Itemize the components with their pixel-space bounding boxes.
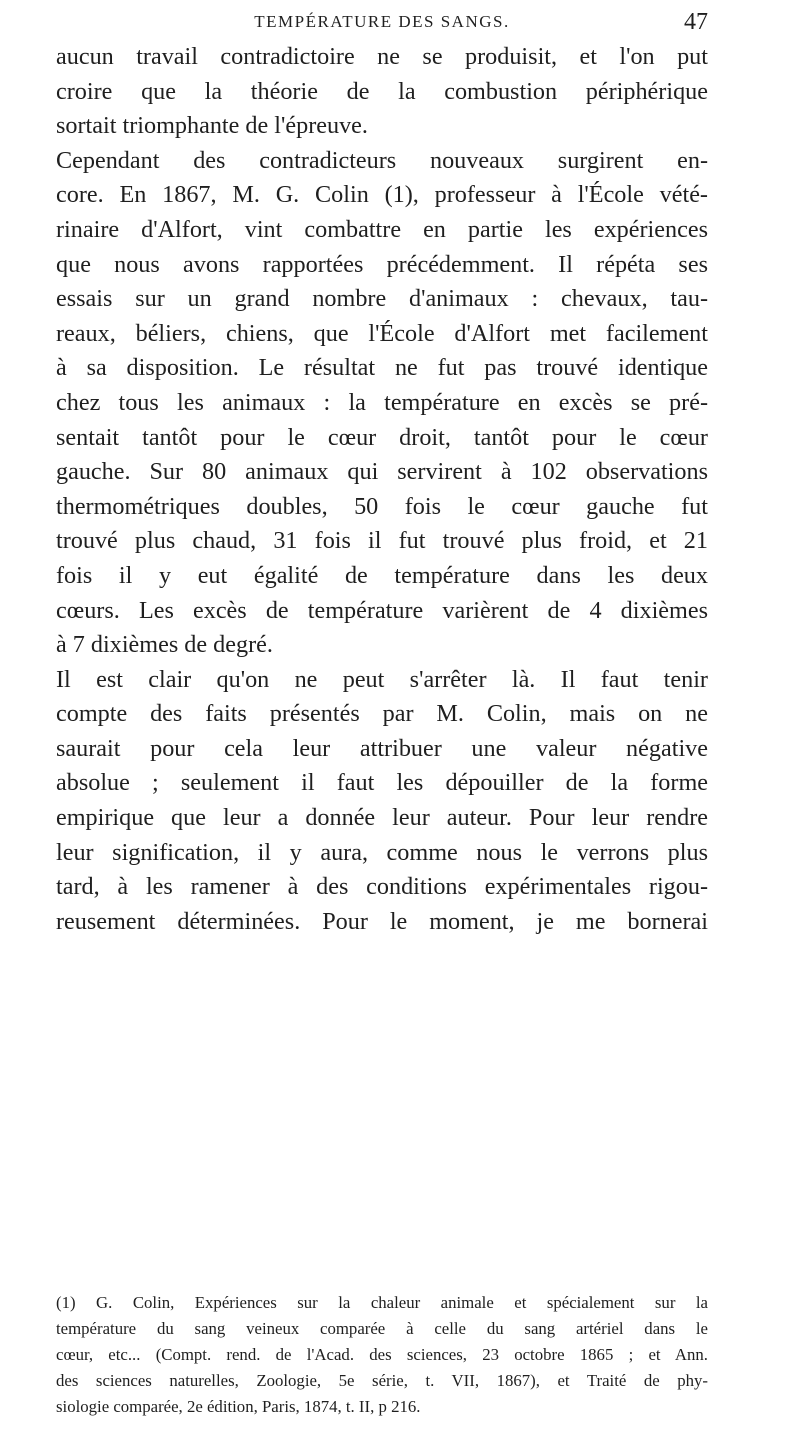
text-line: absolue ; seulement il faut les dépouiller de la forme [56,769,708,797]
footnote-line: siologie comparée, 2e édition, Paris, 1874, t. II, p 216. [56,1397,421,1416]
footnote-line: des sciences naturelles, Zoologie, 5e série, t. VII, 1867), et Traité de phy- [56,1371,708,1390]
text-line: reusement déterminées. Pour le moment, je me bornerai [56,907,708,935]
text-line: gauche. Sur 80 animaux qui servirent à 102 observations [56,458,708,486]
text-line: Cependant des contradicteurs nouveaux surgirent en- [56,146,708,174]
running-title: TEMPÉRATURE DES SANGS. [254,12,510,31]
text-line: rinaire d'Alfort, vint combattre en partie les expériences [56,215,708,243]
text-line: thermométriques doubles, 50 fois le cœur gauche fut [56,492,708,520]
footnote-line: cœur, etc... (Compt. rend. de l'Acad. des sciences, 23 octobre 1865 ; et Ann. [56,1345,708,1364]
text-line: cœurs. Les excès de température varièrent de 4 dixièmes [56,596,708,624]
text-line: essais sur un grand nombre d'animaux : chevaux, tau- [56,285,708,313]
text-line: tard, à les ramener à des conditions expérimentales rigou- [56,873,708,901]
text-line: sortait triomphante de l'épreuve. [56,112,368,140]
text-line: reaux, béliers, chiens, que l'École d'Alfort met facilement [56,319,708,347]
text-line: chez tous les animaux : la température en excès se pré- [56,388,708,416]
text-line: trouvé plus chaud, 31 fois il fut trouvé plus froid, et 21 [56,527,708,555]
text-line: à 7 dixièmes de degré. [56,631,273,659]
text-line: aucun travail contradictoire ne se produisit, et l'on put [56,43,708,70]
text-line: core. En 1867, M. G. Colin (1), professeur à l'École vété- [56,181,708,209]
text-line: que nous avons rapportées précédemment. Il répéta ses [56,250,708,278]
footnote-line: température du sang veineux comparée à celle du sang artériel dans le [56,1319,708,1338]
text-line: leur signification, il y aura, comme nous le verrons plus [56,838,708,866]
text-line: sentait tantôt pour le cœur droit, tantôt pour le cœur [56,423,708,451]
text-line: empirique que leur a donnée leur auteur. Pour leur rendre [56,804,708,832]
text-line: saurait pour cela leur attribuer une valeur négative [56,734,708,762]
text-line: Il est clair qu'on ne peut s'arrêter là. Il faut tenir [56,665,708,693]
footnote [56,1290,708,1420]
body-text [56,40,708,939]
text-line: compte des faits présentés par M. Colin, mais on ne [56,700,708,728]
running-header [56,6,708,38]
footnote-line: (1) G. Colin, Expériences sur la chaleur animale et spécialement sur la [56,1293,708,1312]
page-number: 47 [684,9,708,35]
text-line: fois il y eut égalité de température dans les deux [56,561,708,589]
text-line: croire que la théorie de la combustion périphérique [56,77,708,105]
text-line: à sa disposition. Le résultat ne fut pas trouvé identique [56,354,708,382]
